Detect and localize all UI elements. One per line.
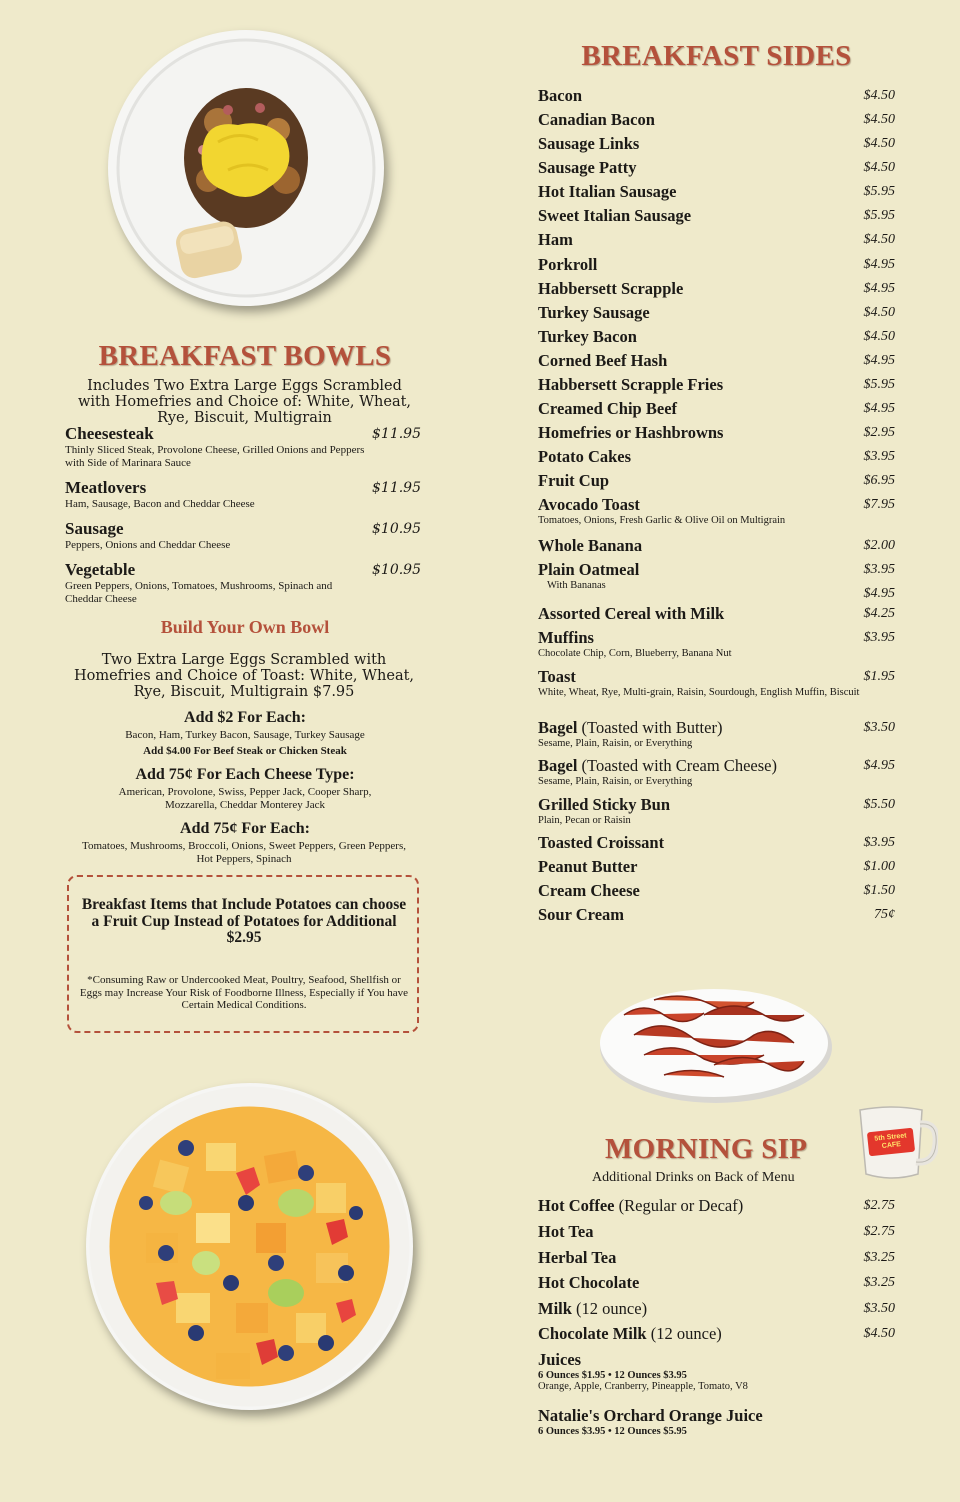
side-item	[538, 110, 895, 130]
drink-item-note: (12 ounce)	[571, 1299, 648, 1318]
add-steak-option: Add $4.00 For Beef Steak or Chicken Steak	[143, 745, 347, 757]
side-item-name: Hot Italian Sausage	[538, 182, 677, 201]
drink-item-price: $2.75	[863, 1224, 895, 1239]
bowl-item-cheesesteak	[65, 424, 425, 469]
side-item	[538, 206, 895, 226]
side-item-price: $4.50	[863, 160, 895, 175]
side-item-price: $3.95	[863, 835, 895, 850]
side-item	[538, 667, 895, 699]
side-item	[538, 327, 895, 347]
side-item	[538, 536, 895, 556]
drink-item-price: $3.50	[863, 1301, 895, 1316]
drink-item-price: $4.50	[863, 1326, 895, 1341]
side-item	[538, 604, 895, 624]
side-item-price: $4.50	[863, 305, 895, 320]
drink-item-name: Chocolate Milk (12 ounce)	[538, 1324, 722, 1343]
drink-item-name: Natalie's Orchard Orange Juice	[538, 1406, 763, 1425]
side-item-name: Cream Cheese	[538, 881, 640, 900]
side-item-price: $4.95	[863, 257, 895, 272]
side-item-name: Sausage Patty	[538, 158, 637, 177]
side-item-name: Corned Beef Hash	[538, 351, 668, 370]
morning-sip-subtitle: Additional Drinks on Back of Menu	[592, 1170, 795, 1185]
side-item	[538, 375, 895, 395]
drink-item-name: Juices	[538, 1350, 582, 1369]
side-item-name: Sausage Links	[538, 134, 640, 153]
side-item	[538, 495, 895, 527]
drink-item-name: Milk (12 ounce)	[538, 1299, 648, 1318]
side-item-name: Sour Cream	[538, 905, 625, 924]
bowl-item-sausage	[65, 519, 425, 552]
side-item-desc: White, Wheat, Rye, Multi-grain, Raisin, Sourdough, English Muffin, Biscuit	[538, 687, 860, 698]
breakfast-bowls-intro: Includes Two Extra Large Eggs Scrambled with Homefries and Choice of: White, Wheat, Rye, Biscuit, Multigrain	[77, 378, 412, 426]
bowl-name: Meatlovers	[65, 478, 147, 497]
add-cheese-options: American, Provolone, Swiss, Pepper Jack, Cooper Sharp, Mozzarella, Cheddar Monterey Jack	[118, 786, 372, 811]
side-item-name: Bagel (Toasted with Butter)	[538, 718, 723, 737]
side-item-price: $4.50	[863, 88, 895, 103]
bowl-price: $10.95	[372, 562, 421, 578]
bowl-desc: Green Peppers, Onions, Tomatoes, Mushrooms, Spinach and Cheddar Cheese	[65, 580, 333, 605]
drink-item	[538, 1350, 895, 1393]
side-item-desc: Sesame, Plain, Raisin, or Everything	[538, 738, 693, 749]
side-item-name: Avocado Toast	[538, 495, 640, 514]
side-item-price: $2.00	[863, 538, 895, 553]
side-item-name: Toasted Croissant	[538, 833, 665, 852]
side-item-price: $2.95	[863, 425, 895, 440]
drink-item	[538, 1222, 895, 1242]
side-item-name: Ham	[538, 230, 573, 249]
side-item	[538, 857, 895, 877]
side-item-price: $5.95	[863, 377, 895, 392]
side-item	[538, 560, 895, 601]
side-item	[538, 756, 895, 788]
drink-item	[538, 1406, 895, 1437]
side-item-desc: Sesame, Plain, Raisin, or Everything	[538, 776, 693, 787]
bowl-desc: Thinly Sliced Steak, Provolone Cheese, Grilled Onions and Peppers with Side of Marinara Sauce	[65, 444, 365, 469]
side-item-name: Sweet Italian Sausage	[538, 206, 692, 225]
drink-item-price: $3.25	[863, 1250, 895, 1265]
bowl-name: Cheesesteak	[65, 424, 154, 443]
bowl-name: Sausage	[65, 519, 124, 538]
side-item	[538, 423, 895, 443]
side-item-price: $3.95	[863, 449, 895, 464]
drink-item-sizes: 6 Ounces $1.95 • 12 Ounces $3.95	[538, 1370, 687, 1381]
food-safety-warning: *Consuming Raw or Undercooked Meat, Poultry, Seafood, Shellfish or Eggs may Increase Your Risk of Foodborne Illness, Especially if You have Certain Medical Conditions.	[79, 974, 409, 1011]
bowl-item-meatlovers	[65, 478, 425, 511]
side-item-desc: Tomatoes, Onions, Fresh Garlic & Olive Oil on Multigrain	[538, 515, 786, 526]
side-item	[538, 471, 895, 491]
drink-item	[538, 1196, 895, 1216]
side-item	[538, 255, 895, 275]
side-item-price: $4.25	[863, 606, 895, 621]
bowl-item-vegetable	[65, 560, 425, 605]
side-item-desc: Chocolate Chip, Corn, Blueberry, Banana Nut	[538, 648, 732, 659]
drink-item	[538, 1248, 895, 1268]
side-item-price: $4.50	[863, 232, 895, 247]
breakfast-sides-title: BREAKFAST SIDES	[581, 40, 852, 72]
side-item	[538, 795, 895, 827]
mug-logo-text: 5th Street CAFE	[874, 1132, 907, 1150]
add-veggie-heading: Add 75¢ For Each:	[180, 820, 310, 837]
side-item	[538, 279, 895, 299]
side-item-name: Assorted Cereal with Milk	[538, 604, 725, 623]
side-item	[538, 833, 895, 853]
side-item-name: Habbersett Scrapple	[538, 279, 684, 298]
side-item-price: $4.95	[863, 353, 895, 368]
side-item	[538, 158, 895, 178]
side-item-price: $6.95	[863, 473, 895, 488]
side-item-price: $1.50	[863, 883, 895, 898]
side-item-option-price: $4.95	[863, 586, 895, 601]
side-item	[538, 230, 895, 250]
side-item-note: (Toasted with Butter)	[577, 718, 723, 737]
side-item-price: $7.95	[863, 497, 895, 512]
side-item-price: $4.95	[863, 401, 895, 416]
breakfast-bowl-photo	[108, 30, 384, 306]
drink-item	[538, 1299, 895, 1319]
side-item	[538, 905, 895, 925]
side-item-name: Turkey Bacon	[538, 327, 637, 346]
side-item-name: Muffins	[538, 628, 594, 647]
side-item	[538, 881, 895, 901]
bowl-desc: Ham, Sausage, Bacon and Cheddar Cheese	[65, 498, 255, 510]
side-item	[538, 86, 895, 106]
side-item	[538, 399, 895, 419]
add-meat-heading: Add $2 For Each:	[184, 709, 306, 726]
side-item-desc: Plain, Pecan or Raisin	[538, 815, 631, 826]
side-item-price: $5.50	[863, 797, 895, 812]
drink-item-name: Herbal Tea	[538, 1248, 617, 1267]
side-item-price: $4.50	[863, 136, 895, 151]
add-veggie-options: Tomatoes, Mushrooms, Broccoli, Onions, Sweet Peppers, Green Peppers, Hot Peppers, Spinach	[82, 840, 406, 865]
build-your-own-intro: Two Extra Large Eggs Scrambled with Homefries and Choice of Toast: White, Wheat, Rye, Biscuit, Multigrain $7.95	[73, 652, 415, 700]
side-item-price: $4.95	[863, 281, 895, 296]
side-item	[538, 628, 895, 660]
drink-item-sizes: 6 Ounces $3.95 • 12 Ounces $5.95	[538, 1426, 687, 1437]
drink-item-name: Hot Tea	[538, 1222, 594, 1241]
notice-main-text: Breakfast Items that Include Potatoes can choose a Fruit Cup Instead of Potatoes for Additional $2.95	[81, 896, 407, 946]
side-item-name: Turkey Sausage	[538, 303, 650, 322]
bowl-price: $11.95	[372, 426, 421, 442]
side-item-name: Habbersett Scrapple Fries	[538, 375, 724, 394]
side-item-price: $3.50	[863, 720, 895, 735]
side-item	[538, 182, 895, 202]
side-item-price: $5.95	[863, 208, 895, 223]
add-cheese-heading: Add 75¢ For Each Cheese Type:	[135, 766, 355, 783]
bowl-name: Vegetable	[65, 560, 136, 579]
drink-item-price: $2.75	[863, 1198, 895, 1213]
morning-sip-title: MORNING SIP	[605, 1133, 808, 1165]
bowl-price: $11.95	[372, 480, 421, 496]
bacon-plate-photo	[594, 975, 834, 1110]
side-item-price: $4.50	[863, 112, 895, 127]
side-item-price: $3.95	[863, 562, 895, 577]
side-item-price: $5.95	[863, 184, 895, 199]
drink-item	[538, 1273, 895, 1293]
add-meat-options: Bacon, Ham, Turkey Bacon, Sausage, Turkey Sausage	[125, 729, 365, 741]
drink-item-name: Hot Chocolate	[538, 1273, 640, 1292]
side-item	[538, 134, 895, 154]
side-item-name: Toast	[538, 667, 576, 686]
side-item-name: Bagel (Toasted with Cream Cheese)	[538, 756, 777, 775]
side-item-price: $1.00	[863, 859, 895, 874]
bowl-desc: Peppers, Onions and Cheddar Cheese	[65, 539, 231, 551]
bowl-price: $10.95	[372, 521, 421, 537]
side-item-price: $1.95	[863, 669, 895, 684]
side-item	[538, 718, 895, 750]
side-item-name: Creamed Chip Beef	[538, 399, 678, 418]
side-item-name: Peanut Butter	[538, 857, 638, 876]
fruit-bowl-photo	[86, 1083, 413, 1410]
side-item-price: 75¢	[874, 907, 895, 922]
side-item-name: Porkroll	[538, 255, 598, 274]
side-item	[538, 351, 895, 371]
drink-item-desc: Orange, Apple, Cranberry, Pineapple, Tomato, V8	[538, 1381, 748, 1392]
drink-item-note: (Regular or Decaf)	[614, 1196, 744, 1215]
side-item-name: Canadian Bacon	[538, 110, 655, 129]
side-item	[538, 447, 895, 467]
drink-item-name: Hot Coffee (Regular or Decaf)	[538, 1196, 744, 1215]
side-item-price: $4.50	[863, 329, 895, 344]
breakfast-bowls-title: BREAKFAST BOWLS	[98, 340, 392, 372]
side-item-name: Plain Oatmeal	[538, 560, 640, 579]
side-item-name: Grilled Sticky Bun	[538, 795, 671, 814]
side-item-price: $3.95	[863, 630, 895, 645]
side-item-name: Whole Banana	[538, 536, 643, 555]
drink-item-price: $3.25	[863, 1275, 895, 1290]
side-item-price: $4.95	[863, 758, 895, 773]
build-your-own-title: Build Your Own Bowl	[160, 617, 330, 637]
side-item	[538, 303, 895, 323]
side-item-name: Potato Cakes	[538, 447, 632, 466]
side-item-option: With Bananas	[547, 580, 606, 591]
drink-item	[538, 1324, 895, 1344]
drink-item-note: (12 ounce)	[646, 1324, 722, 1343]
side-item-name: Bacon	[538, 86, 583, 105]
coffee-mug-photo	[858, 1104, 938, 1182]
side-item-name: Homefries or Hashbrowns	[538, 423, 724, 442]
side-item-note: (Toasted with Cream Cheese)	[577, 756, 777, 775]
side-item-name: Fruit Cup	[538, 471, 610, 490]
